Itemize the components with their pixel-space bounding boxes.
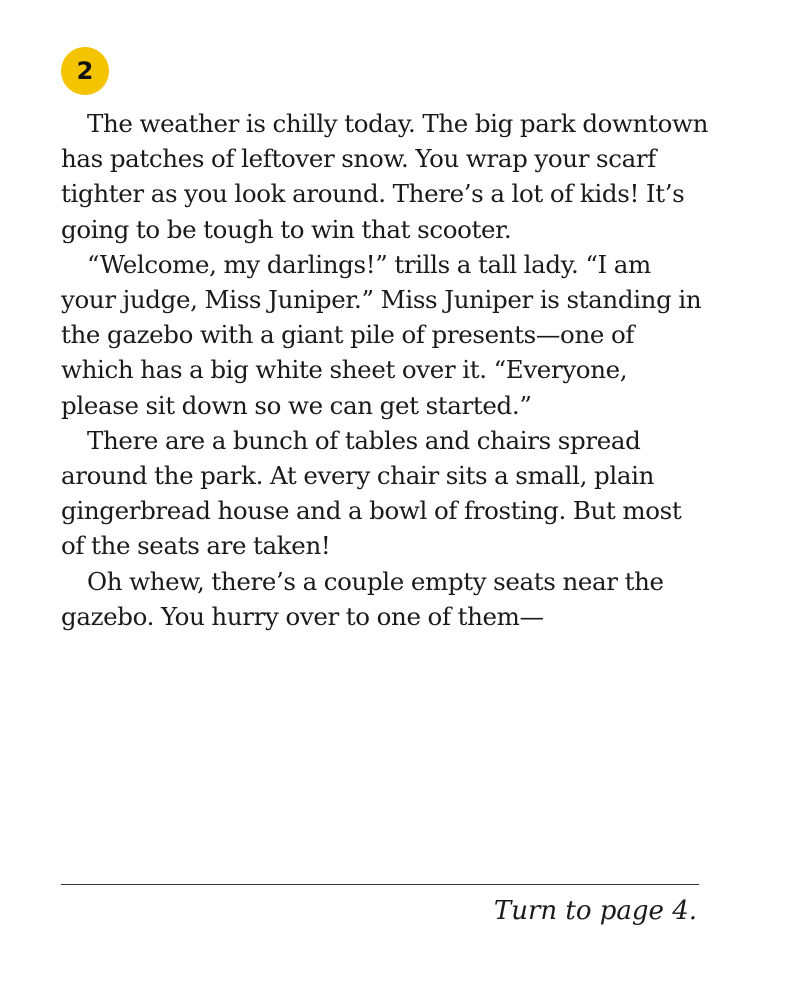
story-text	[61, 106, 711, 634]
footer-divider	[61, 884, 699, 885]
story-paragraph: Oh whew, there’s a couple empty seats near the gazebo. You hurry over to one of them—	[61, 566, 664, 631]
page-number-badge	[61, 47, 109, 95]
story-paragraph: There are a bunch of tables and chairs spread around the park. At every chair sits a small, plain gingerbread house and a bowl of frosting. But most of the seats are taken!	[61, 425, 682, 561]
story-paragraph: The weather is chilly today. The big park downtown has patches of leftover snow. You wrap your scarf tighter as you look around. There’s a lot of kids! It’s going to be tough to win that scooter.	[61, 109, 709, 244]
story-paragraph: “Welcome, my darlings!” trills a tall lady. “I am your judge, Miss Juniper.” Miss Juniper is standing in the gazebo with a giant pile of presents—one of which has a big white sheet over it. “Everyone, please sit down so we can get started.”	[61, 249, 702, 420]
turn-to-page-instruction: Turn to page 4.	[493, 896, 697, 926]
page-number: 2	[76, 57, 94, 85]
